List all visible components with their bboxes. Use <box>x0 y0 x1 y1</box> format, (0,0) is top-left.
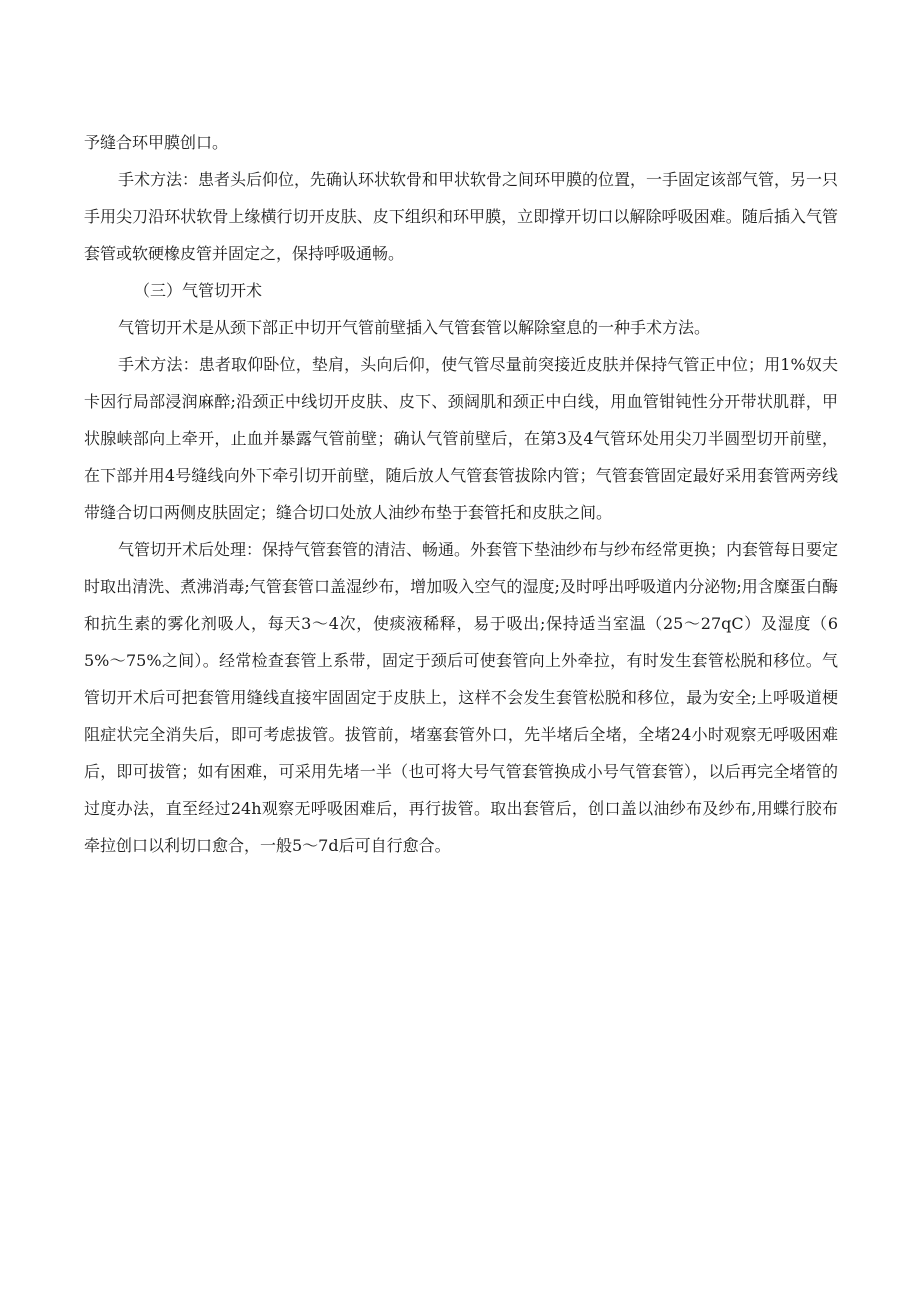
paragraph-continuation: 予缝合环甲膜创口。 <box>84 133 229 152</box>
paragraph-postoperative-care: 气管切开术后处理：保持气管套管的清洁、畅通。外套管下垫油纱布与纱布经常更换；内套管每日要定时取出清洗、煮沸消毒;气管套管口盖湿纱布，增加吸入空气的湿度;及时呼出呼吸道内分泌物;用含糜蛋白酶和抗生素的雾化剂吸人，每天3〜4次，使痰液稀释，易于吸出;保持适当室温（25〜27qC）及湿度（65%〜75%之间）。经常检查套管上系带，固定于颈后可使套管向上外牵拉，有时发生套管松脱和移位。气管切开术后可把套管用缝线直接牢固固定于皮肤上，这样不会发生套管松脱和移位，最为安全;上呼吸道梗阻症状完全消失后，即可考虑拔管。拔管前，堵塞套管外口，先半堵后全堵，全堵24小时观察无呼吸困难后，即可拔管；如有困难，可采用先堵一半（也可将大号气管套管换成小号气管套管），以后再完全堵管的过度办法，直至经过24h观察无呼吸困难后，再行拔管。取出套管后，创口盖以油纱布及纱布,用蝶行胶布牵拉创口以利切口愈合，一般5〜7d后可自行愈合。 <box>84 540 839 855</box>
paragraph-tracheotomy-method: 手术方法：患者取仰卧位，垫肩，头向后仰，使气管尽量前突接近皮肤并保持气管正中位；用1%奴夫卡因行局部浸润麻醉;沿颈正中线切开皮肤、皮下、颈阔肌和颈正中白线，用血管钳钝性分开带状肌群，甲状腺峡部向上牵开，止血并暴露气管前壁；确认气管前壁后，在第3及4气管环处用尖刀半圆型切开前壁，在下部并用4号缝线向外下牵引切开前壁，随后放人气管套管拔除内管；气管套管固定最好采用套管两旁线带缝合切口两侧皮肤固定；缝合切口处放人油纱布垫于套管托和皮肤之间。 <box>84 355 838 522</box>
paragraph-tracheotomy-definition: 气管切开术是从颈下部正中切开气管前壁插入气管套管以解除窒息的一种手术方法。 <box>118 318 711 337</box>
document-body <box>84 124 838 864</box>
section-heading-tracheotomy: （三）气管切开术 <box>134 281 263 300</box>
paragraph-cricothyrotomy-method: 手术方法：患者头后仰位，先确认环状软骨和甲状软骨之间环甲膜的位置，一手固定该部气管，另一只手用尖刀沿环状软骨上缘横行切开皮肤、皮下组织和环甲膜，立即撑开切口以解除呼吸困难。随后插入气管套管或软硬橡皮管并固定之，保持呼吸通畅。 <box>84 170 839 263</box>
